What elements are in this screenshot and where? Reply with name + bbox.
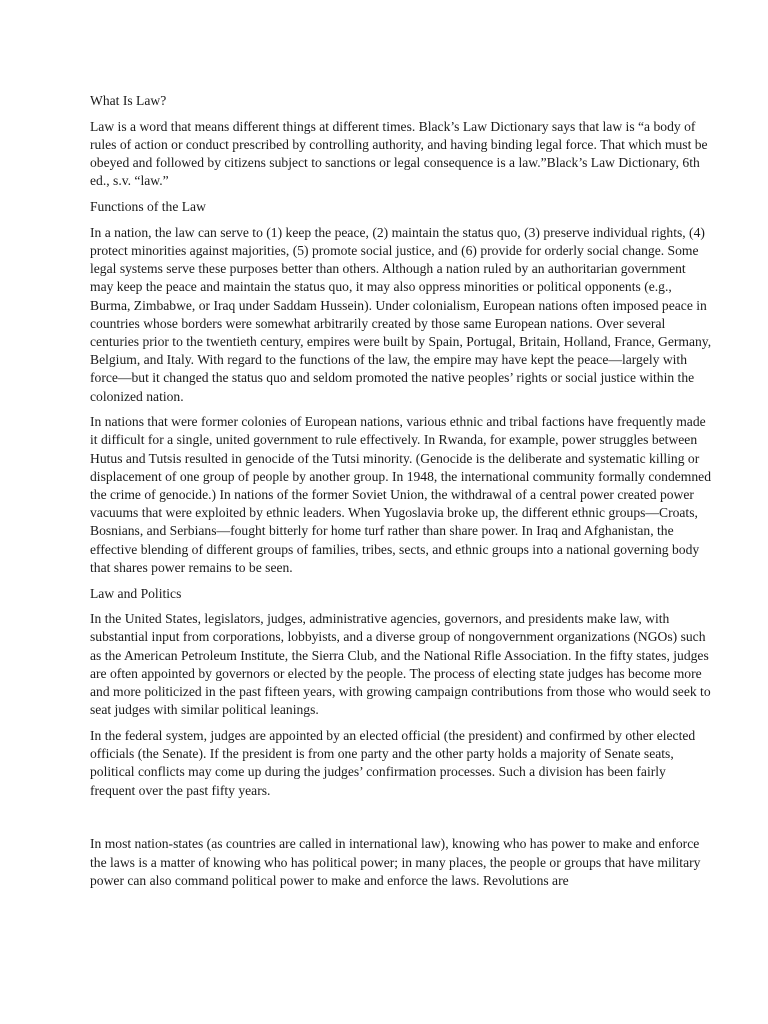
politics-paragraph-1: In the United States, legislators, judges, administrative agencies, governors, and presidents make law, with substantial input from corporations, lobbyists, and a diverse group of nongovernment organizations (NGOs) such as the American Petroleum Institute, the Sierra Club, and the National Rifle Association. In the fifty states, judges are often appointed by governors or elected by the people. The process of electing state judges has become more and more politicized in the past fifteen years, with growing campaign contributions from those who would seek to seat judges with similar political leanings. — [90, 611, 711, 718]
section-heading-functions: Functions of the Law — [90, 199, 206, 215]
closing-paragraph: In most nation-states (as countries are called in international law), knowing who has power to make and enforce the laws is a matter of knowing who has political power; in many places, the people or groups that have military power can also command political power to make and enforce the laws. Revolutions are — [90, 836, 701, 888]
functions-paragraph-2: In nations that were former colonies of European nations, various ethnic and tribal factions have frequently made it difficult for a single, united government to rule effectively. In Rwanda, for example, power struggles between Hutus and Tutsis resulted in genocide of the Tutsi minority. (Genocide is the deliberate and systematic killing or displacement of one group of people by another group. In 1948, the international community formally condemned the crime of genocide.) In nations of the former Soviet Union, the withdrawal of a central power created power vacuums that were exploited by ethnic leaders. When Yugoslavia broke up, the different ethnic groups—Croats, Bosnians, and Serbians—fought bitterly for home turf rather than share power. In Iraq and Afghanistan, the effective blending of different groups of families, tribes, sects, and ethnic groups into a national governing body that shares power remains to be seen. — [90, 414, 711, 575]
functions-paragraph-1: In a nation, the law can serve to (1) keep the peace, (2) maintain the status quo, (3) preserve individual rights, (4) protect minorities against majorities, (5) promote social justice, and (6) provide for orderly social change. Some legal systems serve these purposes better than others. Although a nation ruled by an authoritarian government may keep the peace and maintain the status quo, it may also oppress minorities or political opponents (e.g., Burma, Zimbabwe, or Iraq under Saddam Hussein). Under colonialism, European nations often imposed peace in countries whose borders were somewhat arbitrarily created by those same European nations. Over several centuries prior to the twentieth century, empires were built by Spain, Portugal, Britain, Holland, France, Germany, Belgium, and Italy. With regard to the functions of the law, the empire may have kept the peace—largely with force—but it changed the status quo and seldom promoted the native peoples’ rights or social justice within the colonized nation. — [90, 224, 712, 404]
paragraph-gap — [90, 807, 712, 835]
intro-paragraph: Law is a word that means different things at different times. Black’s Law Dictionary says that law is “a body of rules of action or conduct prescribed by controlling authority, and having binding legal force. That which must be obeyed and followed by citizens subject to sanctions or legal consequence is a law.”Black’s Law Dictionary, 6th ed., s.v. “law.” — [90, 118, 708, 189]
document-page — [90, 92, 712, 897]
document-title: What Is Law? — [90, 93, 167, 108]
section-heading-law-and-politics: Law and Politics — [90, 585, 182, 601]
politics-paragraph-2: In the federal system, judges are appointed by an elected official (the president) and confirmed by other elected officials (the Senate). If the president is from one party and the other party holds a majority of Senate seats, political conflicts may come up during the judges’ confirmation processes. Such a division has been fairly frequent over the past fifty years. — [90, 728, 696, 798]
